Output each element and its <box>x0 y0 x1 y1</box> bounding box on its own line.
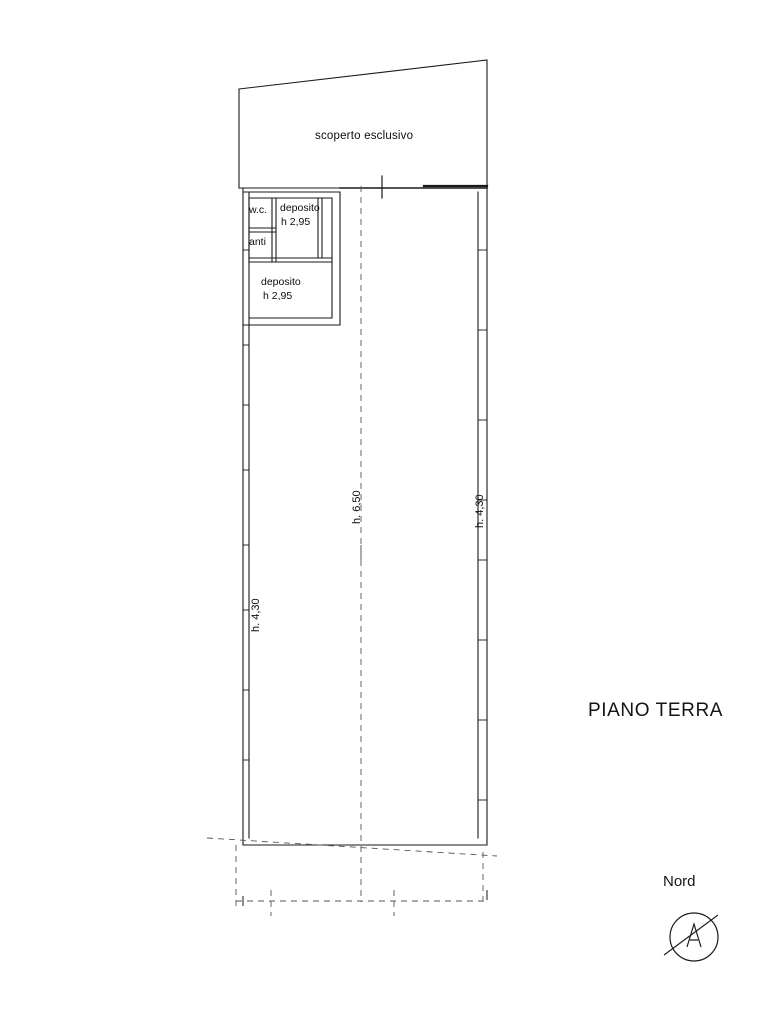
compass-label: Nord <box>663 873 696 890</box>
label-height-center-wing: h. 6,50 <box>351 490 363 524</box>
bottom-dimension-ticks <box>243 545 487 906</box>
label-deposito-large-name: deposito <box>261 276 301 288</box>
wall-opening-marks <box>243 250 487 800</box>
label-height-left-wing: h. 4,30 <box>250 598 262 632</box>
plan-geometry <box>239 60 487 845</box>
label-deposito-small-height: h 2,95 <box>281 216 311 228</box>
courtyard-outline <box>239 60 487 188</box>
lower-diagonal-dashed <box>207 838 497 856</box>
label-anti: anti <box>249 236 266 248</box>
dashed-projection-lines <box>207 186 497 916</box>
label-courtyard: scoperto esclusivo <box>315 130 414 142</box>
label-wc: w.c. <box>249 204 268 216</box>
compass-letter-a <box>687 924 701 947</box>
label-height-right-wing: h. 4,30 <box>474 494 486 528</box>
compass-rose <box>664 913 718 961</box>
label-deposito-large-height: h 2,95 <box>263 290 293 302</box>
label-deposito-small-name: deposito <box>280 202 320 214</box>
page-title: PIANO TERRA <box>588 700 724 721</box>
